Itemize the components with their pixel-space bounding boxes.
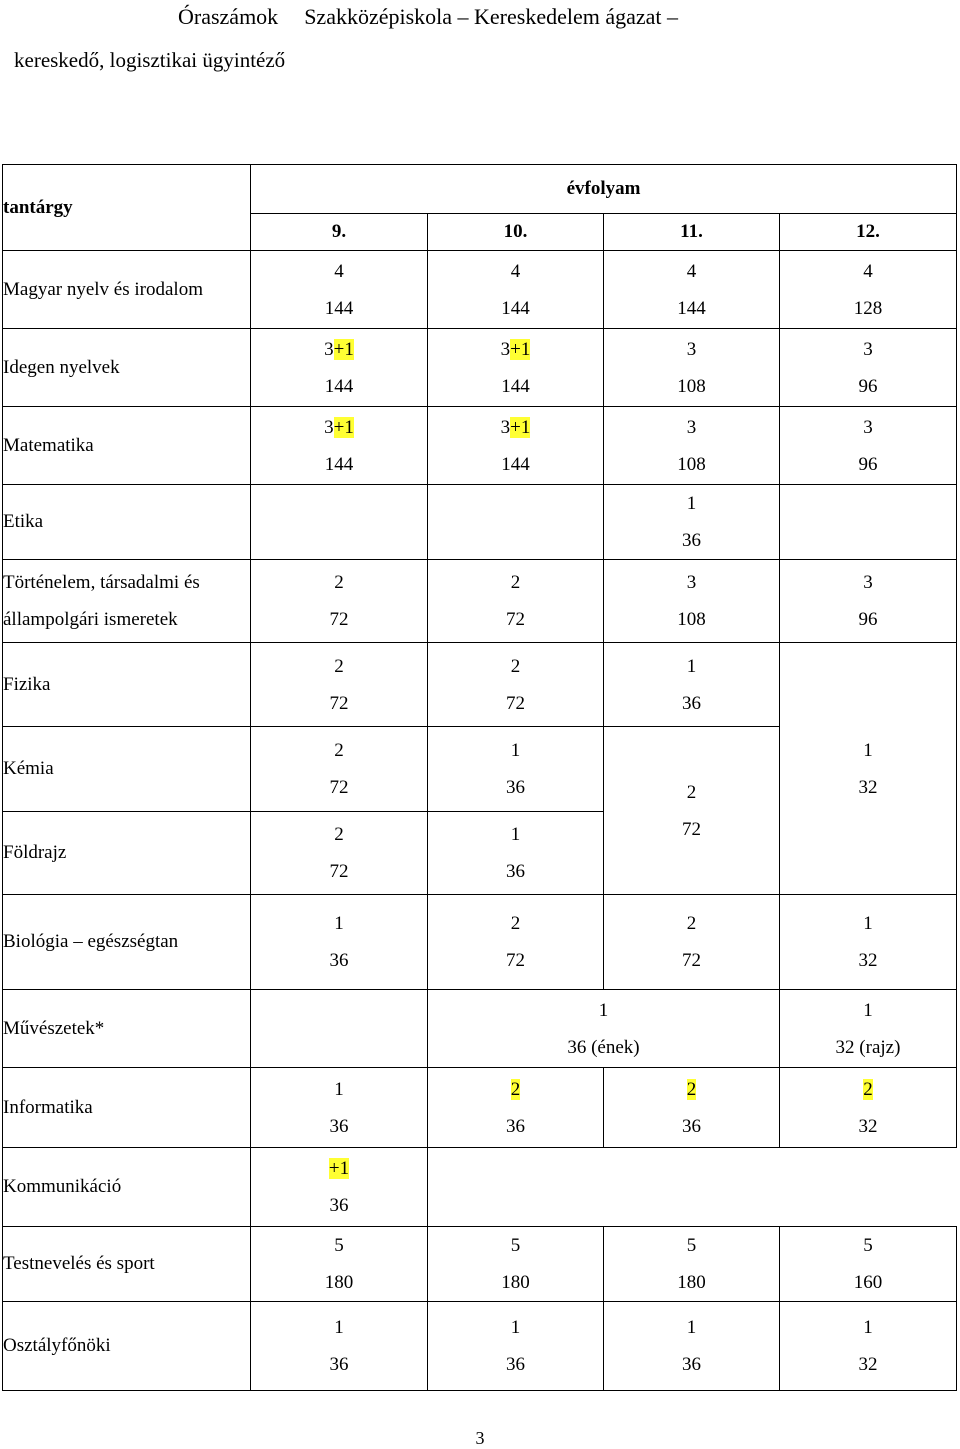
subject-cell: Idegen nyelvek: [3, 329, 251, 407]
weekly-hours: 1: [686, 493, 697, 514]
weekly-hours: 5: [334, 1235, 344, 1256]
weekly-hours: 3: [863, 416, 873, 438]
hours-cell: [251, 560, 428, 643]
table-row: [3, 1068, 957, 1148]
header-grade-11: 11.: [604, 214, 780, 251]
weekly-hours: 1: [510, 824, 521, 845]
hours-cell: [780, 1302, 957, 1391]
table-row: [3, 1302, 957, 1391]
hours-cell: [604, 485, 780, 560]
table-row: [3, 895, 957, 990]
hours-cell: [604, 407, 780, 485]
yearly-hours: 144: [501, 453, 530, 475]
subject-cell: Etika: [3, 485, 251, 560]
yearly-hours: 36: [682, 1354, 701, 1375]
table-row: [3, 643, 957, 727]
hours-cell: [428, 895, 604, 990]
yearly-hours: 32: [858, 950, 878, 971]
hours-cell: [251, 1068, 428, 1148]
weekly-hours: 5: [863, 1235, 873, 1256]
extra-hours-highlight: +1: [510, 338, 531, 360]
weekly-hours: 1: [686, 1317, 697, 1338]
hours-cell: [604, 1302, 780, 1391]
hours-cell: [251, 1302, 428, 1391]
table-header-row: [3, 165, 957, 214]
weekly-hours: 1: [334, 1078, 344, 1100]
extra-hours-highlight: +1: [328, 1158, 350, 1179]
weekly-hours: 1: [510, 1317, 521, 1338]
yearly-hours: 160: [853, 1272, 883, 1293]
hours-cell: [780, 407, 957, 485]
weekly-hours: 3: [863, 572, 873, 593]
title-oraszamok: Óraszámok: [178, 4, 279, 29]
weekly-hours: [251, 409, 427, 446]
hours-cell: [251, 329, 428, 407]
base-hours: 3: [500, 338, 511, 360]
weekly-hours: [428, 409, 603, 446]
yearly-hours: 144: [501, 297, 530, 319]
hours-cell: [251, 1227, 428, 1302]
hours-cell: [604, 560, 780, 643]
header-grade-12: 12.: [780, 214, 957, 251]
hours-table: [2, 164, 957, 1391]
weekly-hours: 4: [686, 260, 697, 282]
yearly-hours: 144: [501, 375, 530, 397]
hours-cell: [780, 1068, 957, 1148]
yearly-hours: 72: [506, 950, 525, 971]
yearly-hours: 32: [858, 776, 878, 798]
hours-cell: [251, 251, 428, 329]
subject-cell: Kommunikáció: [3, 1148, 251, 1227]
table-row: [3, 407, 957, 485]
hours-cell: [780, 560, 957, 643]
yearly-hours: 144: [324, 375, 354, 397]
hours-cell: [428, 812, 604, 895]
empty-cell: [428, 1148, 957, 1227]
hours-cell: [604, 329, 780, 407]
subject-cell: Fizika: [3, 643, 251, 727]
hours-cell: [604, 1227, 780, 1302]
table-row: [3, 485, 957, 560]
subject-cell: Matematika: [3, 407, 251, 485]
header-grade-9: 9.: [251, 214, 428, 251]
table-row: [3, 990, 957, 1068]
hours-cell: [428, 727, 604, 812]
extra-hours-highlight: +1: [510, 416, 531, 438]
yearly-hours: 96: [858, 375, 878, 397]
hours-cell: [251, 1148, 428, 1227]
hours-cell: [780, 990, 957, 1068]
weekly-hours: [251, 1150, 427, 1187]
subject-line-1: Történelem, társadalmi és: [3, 572, 200, 593]
hours-cell: [780, 251, 957, 329]
yearly-hours: 72: [329, 609, 349, 630]
hours-cell: [428, 407, 604, 485]
page-number: 3: [475, 1428, 485, 1448]
extra-hours-highlight: +1: [333, 416, 354, 438]
weekly-hours: 4: [510, 260, 521, 282]
yearly-hours: 36: [506, 777, 525, 798]
yearly-hours: 144: [677, 297, 706, 319]
hours-cell: [251, 727, 428, 812]
title-school: Szakközépiskola – Kereskedelem ágazat –: [304, 4, 679, 29]
yearly-hours: 32: [858, 1354, 878, 1375]
table-row: [3, 1227, 957, 1302]
header-grade-10: 10.: [428, 214, 604, 251]
subject-cell: Osztályfőnöki: [3, 1302, 251, 1391]
weekly-hours: 5: [686, 1235, 697, 1256]
weekly-hours: 2: [334, 572, 344, 593]
hours-cell: [780, 1227, 957, 1302]
page-title: [178, 4, 678, 30]
highlighted-hours: 2: [686, 1078, 697, 1100]
base-hours: 3: [500, 416, 511, 438]
weekly-hours: 1: [863, 913, 873, 934]
empty-cell: [780, 485, 957, 560]
table-row: [3, 329, 957, 407]
empty-cell: [251, 485, 428, 560]
base-hours: 3: [324, 416, 334, 438]
weekly-hours: 1: [686, 655, 697, 677]
hours-cell: [604, 643, 780, 727]
weekly-hours: [780, 1071, 956, 1108]
yearly-hours: 72: [506, 609, 525, 630]
yearly-hours: 36: [682, 1115, 701, 1137]
hours-cell: [251, 407, 428, 485]
yearly-hours: 180: [324, 1272, 354, 1293]
page-subtitle: kereskedő, logisztikai ügyintéző: [14, 48, 286, 72]
yearly-hours: 36: [329, 1195, 349, 1216]
weekly-hours: 1: [863, 739, 873, 761]
weekly-hours: 4: [863, 260, 873, 282]
highlighted-hours: 2: [510, 1078, 521, 1100]
extra-hours-highlight: +1: [333, 338, 354, 360]
weekly-hours: 5: [510, 1235, 521, 1256]
header-subject: tantárgy: [3, 165, 251, 251]
weekly-hours: 2: [334, 655, 344, 677]
yearly-hours: 36: [329, 950, 349, 971]
subject-cell: Magyar nyelv és irodalom: [3, 251, 251, 329]
weekly-hours: 1: [863, 999, 873, 1021]
yearly-hours: 72: [682, 818, 701, 840]
weekly-hours: 1: [334, 1317, 344, 1338]
subject-cell: Informatika: [3, 1068, 251, 1148]
yearly-hours: 72: [329, 692, 349, 714]
header-evfolyam: évfolyam: [251, 165, 957, 214]
weekly-hours: 2: [686, 913, 697, 934]
weekly-hours: [604, 1071, 779, 1108]
hours-cell: [428, 1302, 604, 1391]
yearly-hours: 36: [329, 1354, 349, 1375]
yearly-hours: 180: [501, 1272, 530, 1293]
yearly-hours: 72: [329, 861, 349, 882]
yearly-hours: 36: [506, 1115, 525, 1137]
hours-cell: [428, 1068, 604, 1148]
yearly-hours: 72: [506, 692, 525, 714]
weekly-hours: 2: [510, 913, 521, 934]
yearly-hours: 144: [324, 453, 354, 475]
yearly-hours: 108: [677, 609, 706, 630]
yearly-hours: 180: [677, 1272, 706, 1293]
table-row: [3, 1148, 957, 1227]
weekly-hours: 2: [334, 740, 344, 761]
empty-cell: [251, 990, 428, 1068]
hours-cell: [428, 560, 604, 643]
subject-cell: Kémia: [3, 727, 251, 812]
subject-cell: Földrajz: [3, 812, 251, 895]
hours-cell: [604, 895, 780, 990]
subject-cell: Testnevelés és sport: [3, 1227, 251, 1302]
subject-line-2: állampolgári ismeretek: [3, 609, 178, 630]
empty-cell: [428, 485, 604, 560]
weekly-hours: [428, 331, 603, 368]
merged-hours-cell: [780, 643, 957, 895]
highlighted-hours: 2: [863, 1078, 873, 1100]
yearly-hours: 72: [682, 950, 701, 971]
yearly-hours: 108: [677, 375, 706, 397]
yearly-hours: 144: [324, 297, 354, 319]
yearly-hours: 36 (ének): [567, 1036, 640, 1058]
base-hours: 3: [324, 338, 334, 360]
weekly-hours: 1: [863, 1317, 873, 1338]
weekly-hours: 3: [686, 572, 697, 593]
yearly-hours: 32: [858, 1115, 878, 1137]
yearly-hours: 36: [682, 530, 701, 551]
yearly-hours: 36: [682, 692, 701, 714]
weekly-hours: [251, 331, 427, 368]
yearly-hours: 96: [858, 609, 878, 630]
weekly-hours: [428, 1071, 603, 1108]
hours-cell: [604, 1068, 780, 1148]
weekly-hours: 2: [334, 824, 344, 845]
yearly-hours: 108: [677, 453, 706, 475]
subject-cell: Művészetek*: [3, 990, 251, 1068]
yearly-hours: 36: [506, 1354, 525, 1375]
yearly-hours: 36: [329, 1115, 349, 1137]
weekly-hours: 4: [334, 260, 344, 282]
table-row: [3, 560, 957, 643]
hours-cell: [428, 1227, 604, 1302]
weekly-hours: 2: [510, 655, 521, 677]
yearly-hours: 32 (rajz): [835, 1036, 901, 1058]
weekly-hours: 3: [686, 338, 697, 360]
hours-cell: [428, 251, 604, 329]
hours-cell: [780, 895, 957, 990]
weekly-hours: 1: [334, 913, 344, 934]
yearly-hours: 96: [858, 453, 878, 475]
hours-cell: [251, 812, 428, 895]
weekly-hours: 1: [598, 999, 609, 1021]
yearly-hours: 36: [506, 861, 525, 882]
hours-cell: [251, 895, 428, 990]
weekly-hours: 1: [510, 740, 521, 761]
weekly-hours: 2: [510, 572, 521, 593]
hours-cell: [780, 329, 957, 407]
table-row: [3, 251, 957, 329]
hours-cell: [428, 643, 604, 727]
hours-cell: [251, 643, 428, 727]
merged-hours-cell: [604, 727, 780, 895]
yearly-hours: 128: [853, 297, 883, 319]
hours-cell: [428, 329, 604, 407]
subject-cell: [3, 560, 251, 643]
merged-hours-cell: [428, 990, 780, 1068]
weekly-hours: 3: [686, 416, 697, 438]
weekly-hours: 3: [863, 338, 873, 360]
subject-cell: Biológia – egészségtan: [3, 895, 251, 990]
hours-cell: [604, 251, 780, 329]
yearly-hours: 72: [329, 777, 349, 798]
weekly-hours: 2: [686, 781, 697, 803]
